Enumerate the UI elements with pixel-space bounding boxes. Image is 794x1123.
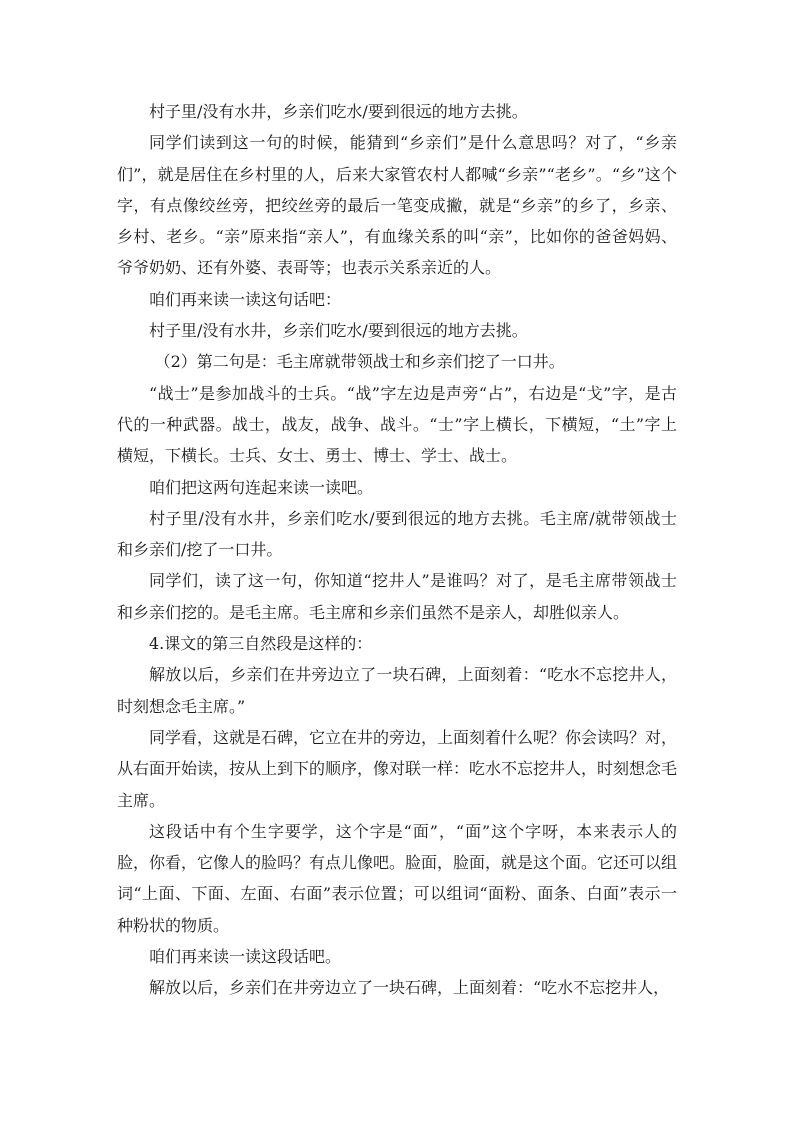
paragraph-13: 这段话中有个生字要学，这个字是“面”，“面”这个字呀，本来表示人的脸，你看，它像人的脸吗？有点儿像吧。脸面，脸面，就是这个面。它还可以组词“上面、下面、左面、右面”表示位置；可以组词“面粉、面条、白面”表示一种粉状的物质。 — [117, 821, 678, 935]
document-page — [117, 96, 677, 1004]
paragraph-6: “战士”是参加战斗的士兵。“战”字左边是声旁“占”，右边是“戈”字，是古代的一种武器。战士，战友，战争、战斗。“士”字上横长，下横短，“土”字上横短，下横长。士兵、女士、勇士、博士、学士、战士。 — [117, 383, 677, 466]
paragraph-5: （2）第二句是：毛主席就带领战士和乡亲们挖了一口井。 — [154, 352, 565, 372]
paragraph-3: 咱们再来读一读这句话吧： — [149, 289, 342, 309]
paragraph-15: 解放以后，乡亲们在井旁边立了一块石碑，上面刻着：“吃水不忘挖井人， — [149, 978, 670, 998]
paragraph-11: 解放以后，乡亲们在井旁边立了一块石碑，上面刻着：“吃水不忘挖井人，时刻想念毛主席。” — [117, 665, 677, 716]
paragraph-7: 咱们把这两句连起来读一读吧。 — [149, 477, 374, 497]
paragraph-14: 咱们再来读一读这段话吧。 — [149, 947, 342, 967]
paragraph-12: 同学看，这就是石碑，它立在井的旁边，上面刻着什么呢？你会读吗？对，从右面开始读，按从上到下的顺序，像对联一样：吃水不忘挖井人，时刻想念毛主席。 — [117, 727, 678, 810]
paragraph-9: 同学们，读了这一句，你知道“挖井人”是谁吗？对了，是毛主席带领战士和乡亲们挖的。是毛主席。毛主席和乡亲们虽然不是亲人，却胜似亲人。 — [117, 571, 677, 622]
paragraph-4: 村子里/没有水井，乡亲们吃水/要到很远的地方去挑。 — [149, 321, 528, 341]
paragraph-10: 4.课文的第三自然段是这样的： — [149, 634, 373, 654]
paragraph-2: 同学们读到这一句的时候，能猜到“乡亲们”是什么意思吗？对了，“乡亲们”，就是居住在乡村里的人，后来大家管农村人都喊“乡亲”“老乡”。“乡”这个字，有点像绞丝旁，把绞丝旁的最后一笔变成撇，就是“乡亲”的乡了，乡亲、乡村、老乡。“亲”原来指“亲人”，有血缘关系的叫“亲”，比如你的爸爸妈妈、爷爷奶奶、还有外婆、表哥等；也表示关系亲近的人。 — [117, 133, 677, 278]
paragraph-1: 村子里/没有水井，乡亲们吃水/要到很远的地方去挑。 — [149, 102, 528, 121]
paragraph-8: 村子里/没有水井，乡亲们吃水/要到很远的地方去挑。毛主席/就带领战士和乡亲们/挖了一口井。 — [117, 508, 677, 560]
